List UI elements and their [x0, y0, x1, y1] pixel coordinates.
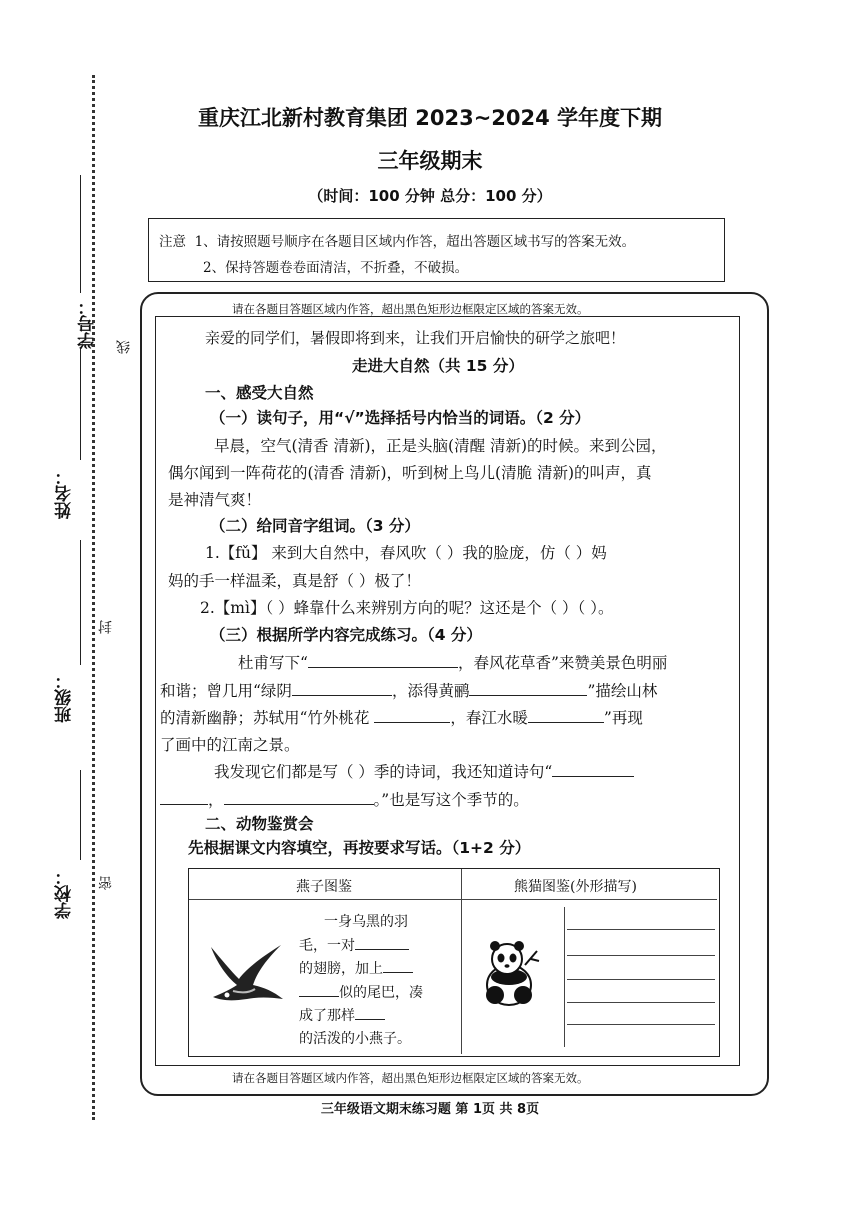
q3-line-6: [160, 788, 529, 810]
q3-text: 和谐；曾几用“绿阴: [160, 682, 292, 700]
writing-line[interactable]: [567, 979, 715, 980]
q3-line-1: [238, 651, 667, 673]
q1-title: （一）读句子，用“√”选择括号内恰当的词语。（2 分）: [210, 409, 591, 427]
swallow-poem-line: 似的尾巴，凑: [299, 986, 423, 1000]
exam-meta: （时间：100 分钟 总分：100 分）: [308, 187, 552, 205]
q2-title: （二）给同音字组词。（3 分）: [210, 517, 420, 535]
seal-char-feng: 封: [98, 620, 114, 634]
part1-title: 一、感受大自然: [205, 384, 314, 402]
q1-line-3: 是神清气爽！: [168, 491, 262, 509]
seal-char-mi: 密: [98, 876, 114, 890]
name-blank[interactable]: [80, 348, 81, 460]
frame-top-note: 请在各题目答题区域内作答，超出黑色矩形边框限定区域的答案无效。: [232, 302, 589, 316]
answer-blank[interactable]: [469, 681, 587, 696]
notice-box: [148, 218, 725, 282]
exam-subtitle: 三年级期末: [377, 149, 483, 173]
q3-text: 的清新幽静；苏轼用“竹外桃花: [160, 709, 370, 727]
part2-title: 二、动物鉴赏会: [205, 815, 314, 833]
answer-blank[interactable]: [299, 986, 339, 997]
school-label: 学校：: [55, 868, 75, 919]
swallow-poem-line: 的翅膀，加上: [299, 962, 413, 976]
frame-bottom-note: 请在各题目答题区域内作答，超出黑色矩形边框限定区域的答案无效。: [232, 1071, 589, 1085]
answer-blank[interactable]: [552, 762, 634, 777]
q3-text: ，春江水暖: [450, 709, 528, 727]
q2-line-2: 妈的手一样温柔，真是舒（ ）极了！: [168, 572, 421, 590]
animal-table: [188, 868, 720, 1057]
page-footer: 三年级语文期末练习题 第 1页 共 8页: [320, 1102, 540, 1117]
answer-blank[interactable]: [355, 1009, 385, 1020]
swallow-poem-line: 一身乌黑的羽: [324, 914, 408, 930]
notice-item-2: 2、保持答题卷卷面清洁，不折叠，不破损。: [203, 260, 469, 276]
class-blank[interactable]: [80, 540, 81, 665]
answer-blank[interactable]: [355, 939, 409, 950]
school-blank[interactable]: [80, 770, 81, 860]
section-title: 走进大自然（共 15 分）: [352, 357, 524, 375]
q1-line-1: 早晨，空气(清香 清新)，正是头脑(清醒 清新)的时候。来到公园，: [214, 437, 667, 455]
table-divider: [461, 869, 462, 1054]
answer-blank[interactable]: [308, 653, 458, 668]
q3-text: ，: [208, 791, 224, 809]
name-label: 姓名：: [55, 468, 75, 519]
q3-text: ”再现: [603, 709, 643, 727]
q3-text: 杜甫写下“: [238, 654, 308, 672]
answer-blank[interactable]: [528, 708, 604, 723]
part2-instructions: 先根据课文内容填空，再按要求写话。（1+2 分）: [188, 839, 531, 857]
swallow-header: 燕子图鉴: [296, 879, 352, 895]
panda-header: 熊猫图鉴(外形描写): [514, 879, 637, 895]
q3-text: 。”也是写这个季节的。: [373, 791, 529, 809]
answer-blank[interactable]: [292, 681, 392, 696]
q3-text: ，春风花草香”来赞美景色明丽: [457, 654, 668, 672]
answer-blank[interactable]: [374, 708, 450, 723]
number-label: 学号：: [78, 298, 98, 349]
seal-char-xian: 线: [116, 340, 132, 354]
q3-line-5: [214, 760, 634, 782]
notice-text-1: 1、请按照题号顺序在各题目区域内作答，超出答题区域书写的答案无效。: [194, 234, 636, 250]
q2-line-1: 1.【fǔ】 来到大自然中，春风吹（ ）我的脸庞，仿（ ）妈: [205, 544, 607, 562]
notice-item-1: [159, 230, 635, 250]
swallow-poem-line: 成了那样: [299, 1009, 385, 1023]
table-header-line: [189, 899, 717, 900]
q3-text: 我发现它们都是写（ ）季的诗词，我还知道诗句“: [214, 763, 553, 781]
q3-title: （三）根据所学内容完成练习。（4 分）: [210, 626, 482, 644]
swallow-icon: [203, 939, 289, 1009]
writing-area-edge: [564, 907, 565, 1047]
swallow-poem-line: 毛，一对: [299, 939, 409, 953]
panda-icon: [479, 939, 545, 1009]
q3-text: ”描绘山林: [587, 682, 658, 700]
writing-line[interactable]: [567, 929, 715, 930]
q2-line-3: 2.【mì】（ ）蜂靠什么来辨别方向的呢？这还是个（ ）（ ）。: [200, 599, 614, 617]
answer-blank[interactable]: [160, 790, 208, 805]
class-label: 班级：: [55, 672, 75, 723]
greeting: 亲爱的同学们，暑假即将到来，让我们开启愉快的研学之旅吧！: [205, 329, 626, 347]
swallow-poem-line: 的活泼的小燕子。: [299, 1031, 411, 1047]
q3-line-4: 了画中的江南之景。: [160, 736, 300, 754]
writing-line[interactable]: [567, 955, 715, 956]
answer-blank[interactable]: [383, 962, 413, 973]
q3-line-3: [160, 706, 643, 728]
q3-line-2: [160, 679, 657, 701]
writing-line[interactable]: [567, 1024, 715, 1025]
q3-text: ，添得黄鹂: [391, 682, 470, 700]
answer-blank[interactable]: [224, 790, 374, 805]
notice-label: 注意: [159, 234, 186, 250]
binding-dotted-line: [92, 75, 95, 1120]
exam-title: 重庆江北新村教育集团 2023~2024 学年度下期: [197, 106, 663, 130]
writing-line[interactable]: [567, 1002, 715, 1003]
q1-line-2: 偶尔闻到一阵荷花的(清香 清新)，听到树上鸟儿(清脆 清新)的叫声，真: [168, 464, 652, 482]
